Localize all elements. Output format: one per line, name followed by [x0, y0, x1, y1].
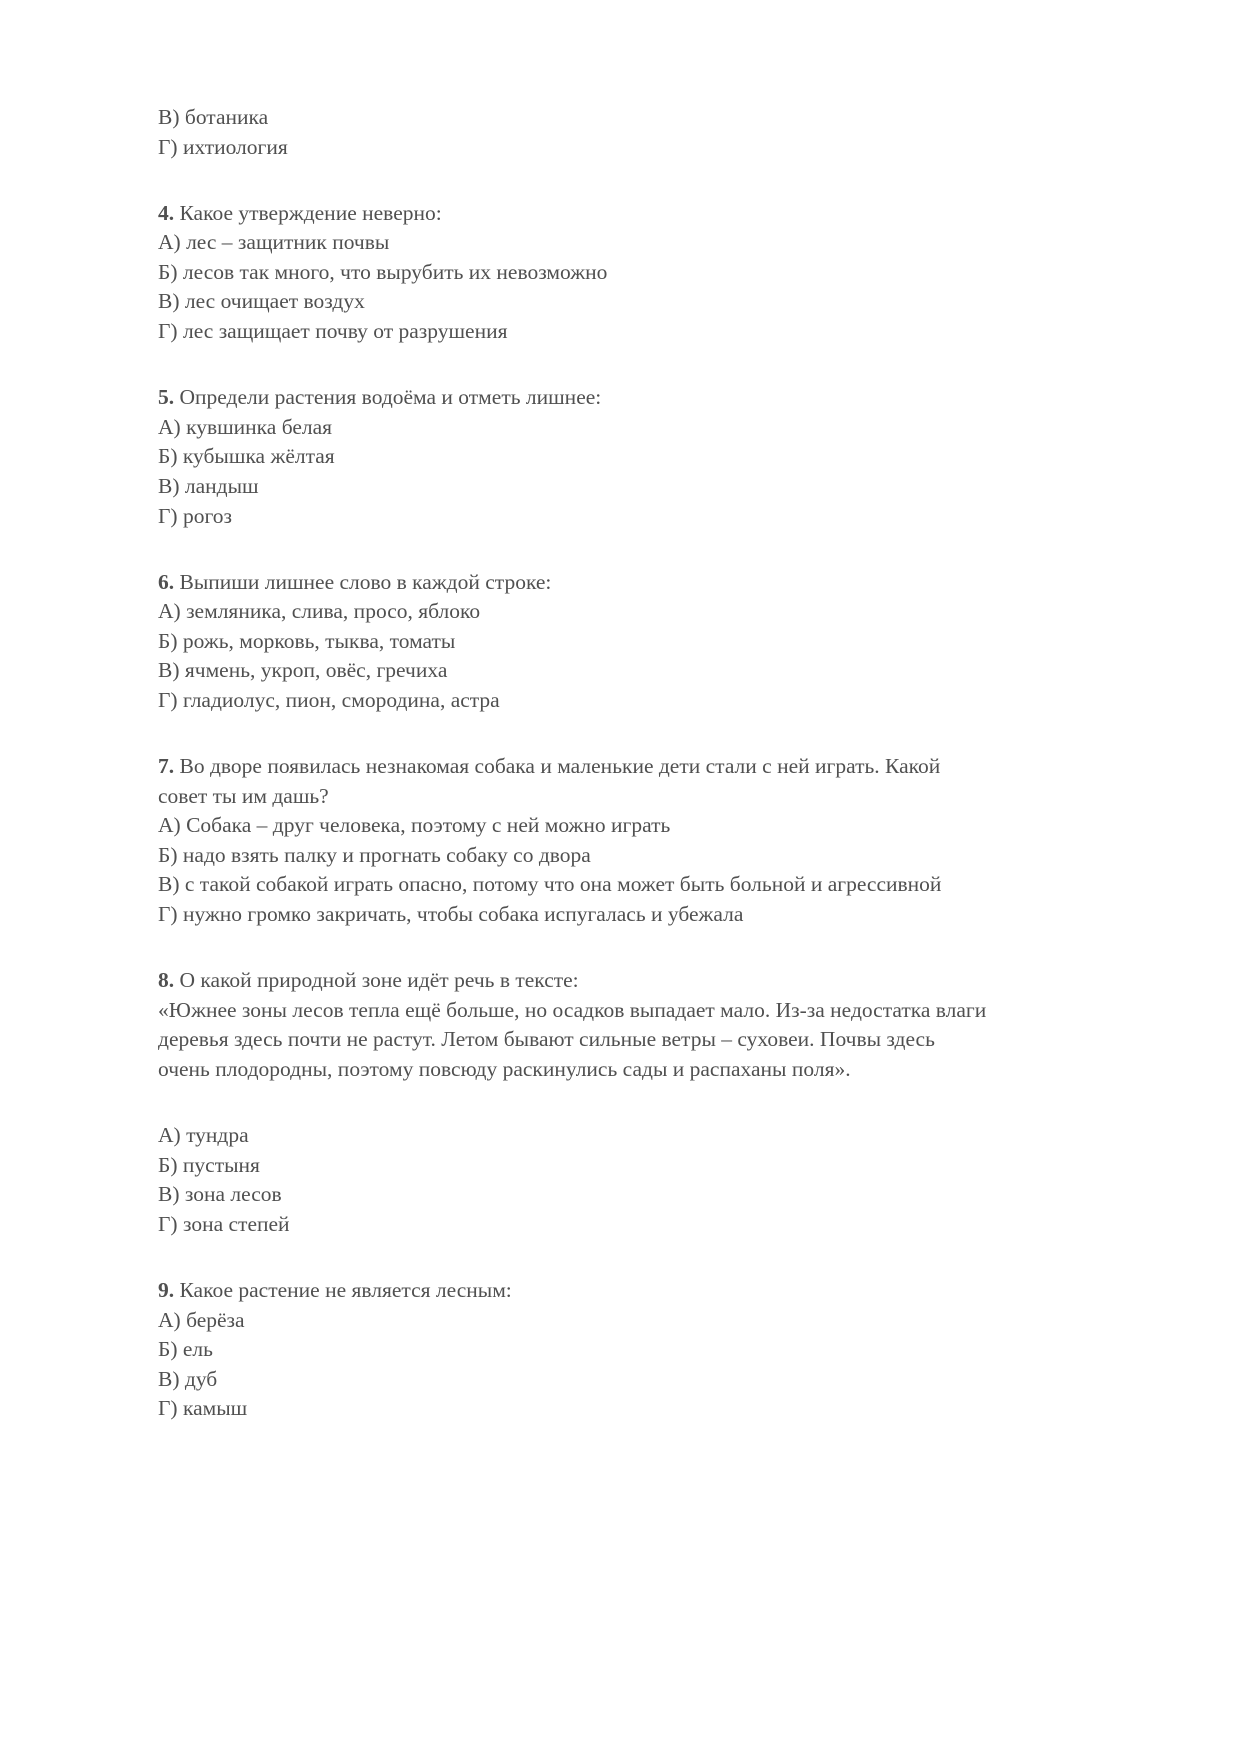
- option-3-g: [158, 133, 1158, 163]
- question-number: 4.: [158, 200, 175, 225]
- option-text: гладиолус, пион, смородина, астра: [182, 688, 500, 712]
- option-7-g: [158, 900, 1158, 930]
- option-letter: Г): [158, 503, 178, 528]
- option-6-b: [158, 627, 1158, 657]
- option-text: лес – защитник почвы: [186, 230, 390, 255]
- option-letter: Б): [158, 1152, 178, 1177]
- option-9-b: [158, 1335, 1158, 1365]
- option-8-g: [158, 1210, 1158, 1240]
- option-letter: В): [158, 289, 180, 314]
- question-9: [158, 1276, 1158, 1306]
- option-letter: А): [158, 1123, 181, 1148]
- option-text: зона степей: [182, 1211, 290, 1236]
- option-9-g: [158, 1394, 1158, 1424]
- option-text: дуб: [184, 1366, 218, 1391]
- option-letter: Г): [158, 319, 178, 344]
- option-7-b: [158, 841, 1158, 871]
- option-letter: Г): [158, 902, 178, 927]
- question-7: [158, 752, 1158, 782]
- option-text: кубышка жёлтая: [182, 444, 335, 469]
- option-6-g: [158, 686, 1158, 716]
- option-letter: А): [158, 414, 181, 439]
- option-text: берёза: [186, 1307, 245, 1332]
- option-letter: А): [158, 230, 181, 255]
- option-text: лесов так много, что вырубить их невозможно: [182, 259, 608, 284]
- option-letter: Г): [158, 1396, 178, 1421]
- option-letter: Б): [158, 444, 178, 469]
- option-letter: А): [158, 1307, 181, 1332]
- option-text: кувшинка белая: [186, 414, 333, 439]
- question-7-cont: [158, 782, 1158, 812]
- option-4-v: [158, 287, 1158, 317]
- option-4-b: [158, 258, 1158, 288]
- option-text: надо взять палку и прогнать собаку со двора: [182, 842, 591, 867]
- option-text: ель: [182, 1337, 213, 1362]
- option-letter: Г): [158, 134, 178, 159]
- option-letter: Г): [158, 1211, 178, 1236]
- option-letter: А): [158, 599, 181, 624]
- question-text: Какое растение не является лесным:: [179, 1277, 512, 1302]
- option-text: рогоз: [182, 503, 232, 528]
- question-number: 9.: [158, 1277, 175, 1302]
- question-text: Определи растения водоёма и отметь лишнее:: [179, 385, 602, 410]
- option-4-a: [158, 228, 1158, 258]
- option-4-g: [158, 317, 1158, 347]
- option-6-a: [158, 597, 1158, 627]
- question-5: [158, 383, 1158, 413]
- passage-line: «Южнее зоны лесов тепла ещё больше, но осадков выпадает мало. Из-за недостатка влаги: [158, 997, 987, 1022]
- option-text: ботаника: [184, 105, 269, 129]
- option-letter: В): [158, 872, 180, 897]
- question-text: О какой природной зоне идёт речь в тексте:: [179, 968, 579, 993]
- option-letter: Б): [158, 1337, 178, 1362]
- option-letter: В): [158, 105, 180, 129]
- option-letter: В): [158, 473, 180, 498]
- option-text: ихтиология: [182, 134, 288, 159]
- option-text: пустыня: [182, 1152, 260, 1177]
- question-number: 5.: [158, 385, 175, 410]
- option-8-b: [158, 1151, 1158, 1181]
- option-text: рожь, морковь, тыква, томаты: [182, 628, 456, 653]
- option-text: нужно громко закричать, чтобы собака испугалась и убежала: [182, 902, 744, 927]
- option-text: тундра: [186, 1123, 249, 1148]
- question-4: [158, 199, 1158, 229]
- option-3-v: [158, 103, 1158, 133]
- question-number: 7.: [158, 754, 175, 779]
- option-letter: Г): [158, 688, 178, 712]
- option-text: ячмень, укроп, овёс, гречиха: [184, 658, 448, 683]
- option-letter: Б): [158, 628, 178, 653]
- option-5-v: [158, 472, 1158, 502]
- option-7-v: [158, 870, 1158, 900]
- option-8-a: [158, 1121, 1158, 1151]
- option-text: камыш: [182, 1396, 248, 1421]
- option-text: лес защищает почву от разрушения: [182, 319, 508, 344]
- option-8-v: [158, 1180, 1158, 1210]
- option-5-a: [158, 413, 1158, 443]
- question-number: 6.: [158, 569, 175, 594]
- question-text: Какое утверждение неверно:: [179, 200, 442, 225]
- question-text: совет ты им дашь?: [158, 783, 329, 808]
- option-9-v: [158, 1365, 1158, 1395]
- option-5-g: [158, 502, 1158, 532]
- option-7-a: [158, 811, 1158, 841]
- option-text: ландыш: [184, 473, 259, 498]
- option-letter: Б): [158, 259, 178, 284]
- option-letter: В): [158, 658, 180, 683]
- option-letter: В): [158, 1366, 180, 1391]
- passage-line: очень плодородны, поэтому повсюду раскинулись сады и распаханы поля».: [158, 1056, 851, 1081]
- question-number: 8.: [158, 968, 175, 993]
- option-letter: В): [158, 1182, 180, 1207]
- option-text: лес очищает воздух: [184, 289, 365, 314]
- option-text: Собака – друг человека, поэтому с ней можно играть: [186, 813, 671, 838]
- document-page: [158, 103, 1158, 1424]
- question-text: Выпиши лишнее слово в каждой строке:: [179, 569, 552, 594]
- question-text: Во дворе появилась незнакомая собака и маленькие дети стали с ней играть. Какой: [179, 754, 941, 779]
- option-text: земляника, слива, просо, яблоко: [186, 599, 481, 624]
- question-6: [158, 568, 1158, 598]
- option-letter: А): [158, 813, 181, 838]
- option-9-a: [158, 1306, 1158, 1336]
- option-letter: Б): [158, 842, 178, 867]
- question-8: [158, 966, 1158, 996]
- option-5-b: [158, 442, 1158, 472]
- passage-line: деревья здесь почти не растут. Летом бывают сильные ветры – суховеи. Почвы здесь: [158, 1027, 935, 1052]
- option-text: с такой собакой играть опасно, потому что она может быть больной и агрессивной: [184, 872, 942, 897]
- option-text: зона лесов: [184, 1182, 282, 1207]
- option-6-v: [158, 656, 1158, 686]
